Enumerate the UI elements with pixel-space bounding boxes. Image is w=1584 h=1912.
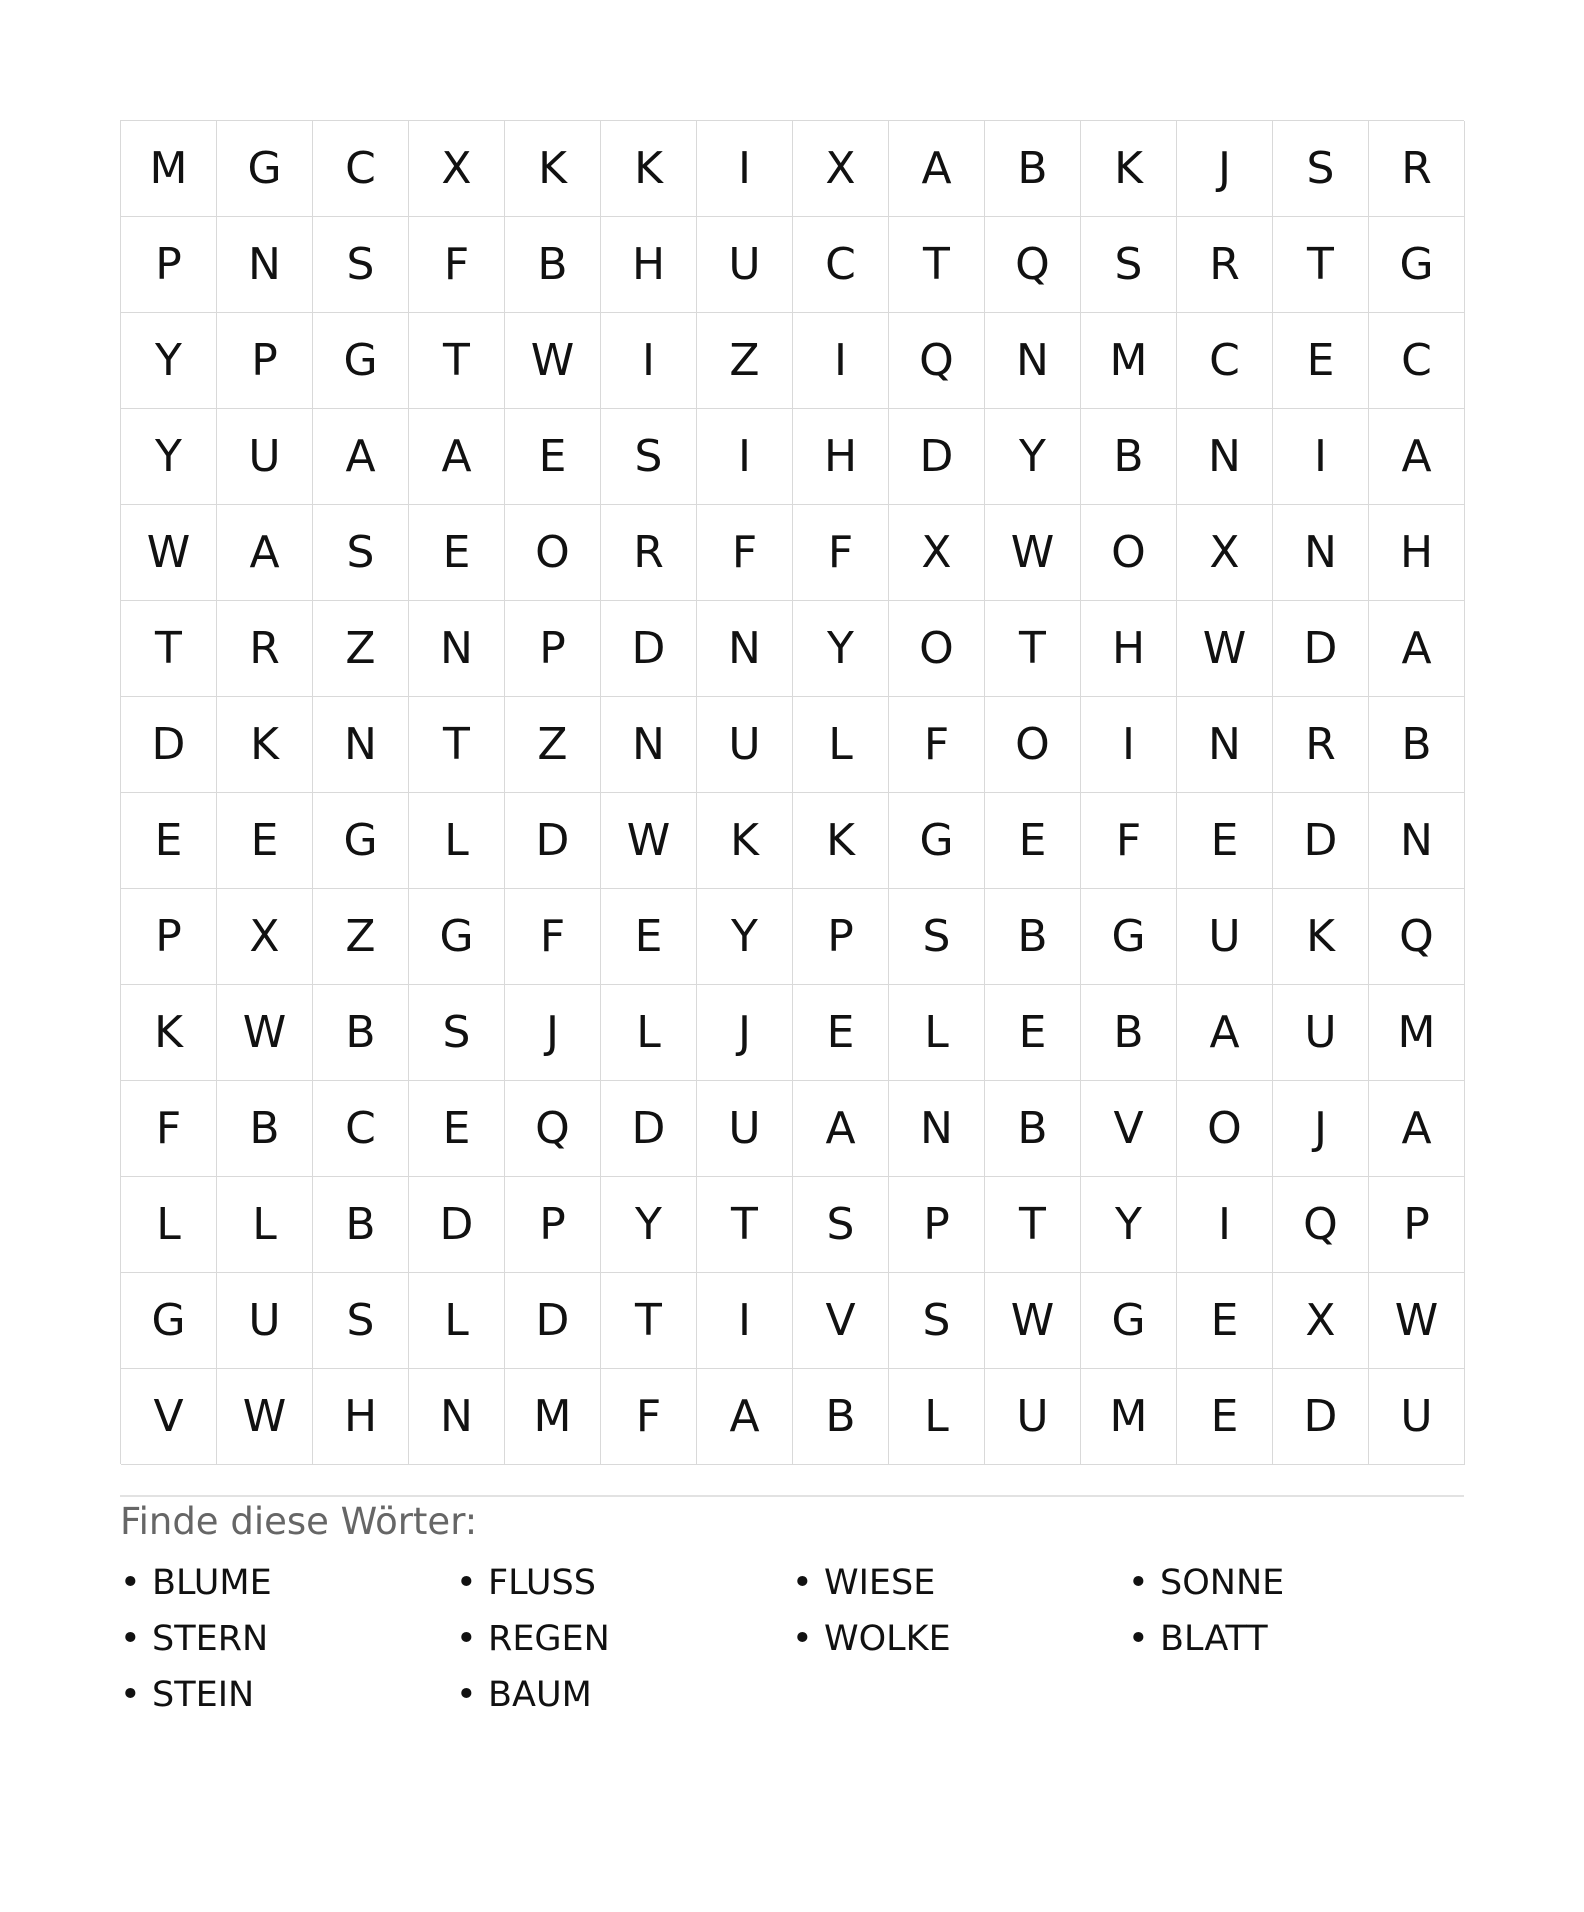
grid-cell[interactable]: X xyxy=(217,889,313,985)
grid-cell[interactable]: E xyxy=(1273,313,1369,409)
grid-cell[interactable]: B xyxy=(985,121,1081,217)
grid-cell[interactable]: Q xyxy=(985,217,1081,313)
grid-cell[interactable]: T xyxy=(121,601,217,697)
grid-cell[interactable]: L xyxy=(601,985,697,1081)
grid-cell[interactable]: Y xyxy=(121,313,217,409)
grid-cell[interactable]: X xyxy=(1273,1273,1369,1369)
grid-cell[interactable]: S xyxy=(793,1177,889,1273)
grid-cell[interactable]: T xyxy=(1273,217,1369,313)
grid-cell[interactable]: Y xyxy=(985,409,1081,505)
grid-cell[interactable]: B xyxy=(505,217,601,313)
bullet-icon: • xyxy=(1128,1563,1149,1603)
grid-cell[interactable]: G xyxy=(1081,889,1177,985)
grid-cell[interactable]: A xyxy=(409,409,505,505)
word-list-item xyxy=(456,1555,792,1611)
word-list-heading: Finde diese Wörter: xyxy=(120,1500,478,1543)
word-list-item xyxy=(456,1667,792,1723)
grid-cell[interactable]: R xyxy=(1273,697,1369,793)
grid-cell[interactable]: N xyxy=(601,697,697,793)
grid-cell[interactable]: T xyxy=(985,1177,1081,1273)
grid-cell[interactable]: H xyxy=(793,409,889,505)
grid-cell[interactable]: I xyxy=(601,313,697,409)
grid-cell[interactable]: N xyxy=(1369,793,1465,889)
word-label: WIESE xyxy=(824,1563,936,1603)
grid-cell[interactable]: R xyxy=(601,505,697,601)
grid-cell[interactable]: R xyxy=(1177,217,1273,313)
grid-cell[interactable]: N xyxy=(313,697,409,793)
bullet-icon: • xyxy=(1128,1619,1149,1659)
grid-cell[interactable]: T xyxy=(409,313,505,409)
grid-cell[interactable]: Q xyxy=(1369,889,1465,985)
grid-cell[interactable]: A xyxy=(889,121,985,217)
grid-cell[interactable]: T xyxy=(601,1273,697,1369)
grid-cell[interactable]: D xyxy=(1273,1369,1369,1465)
grid-cell[interactable]: N xyxy=(409,1369,505,1465)
grid-cell[interactable]: B xyxy=(1369,697,1465,793)
grid-cell[interactable]: B xyxy=(985,1081,1081,1177)
grid-cell[interactable]: F xyxy=(121,1081,217,1177)
grid-cell[interactable]: E xyxy=(409,1081,505,1177)
grid-cell[interactable]: F xyxy=(409,217,505,313)
bullet-icon: • xyxy=(792,1563,813,1603)
word-list-item xyxy=(120,1667,456,1723)
bullet-icon: • xyxy=(120,1563,141,1603)
grid-cell[interactable]: G xyxy=(313,313,409,409)
grid-cell[interactable]: T xyxy=(409,697,505,793)
grid-cell[interactable]: D xyxy=(601,601,697,697)
word-list-item xyxy=(120,1555,456,1611)
word-label: BAUM xyxy=(488,1675,592,1715)
grid-cell[interactable]: P xyxy=(121,889,217,985)
divider xyxy=(120,1495,1464,1497)
grid-cell[interactable]: D xyxy=(601,1081,697,1177)
grid-cell[interactable]: Y xyxy=(1081,1177,1177,1273)
grid-cell[interactable]: M xyxy=(1369,985,1465,1081)
grid-cell[interactable]: J xyxy=(1273,1081,1369,1177)
grid-cell[interactable]: O xyxy=(889,601,985,697)
grid-cell[interactable]: W xyxy=(985,1273,1081,1369)
grid-cell[interactable]: P xyxy=(505,1177,601,1273)
grid-cell[interactable]: L xyxy=(409,793,505,889)
grid-cell[interactable]: B xyxy=(313,985,409,1081)
grid-cell[interactable]: P xyxy=(121,217,217,313)
grid-cell[interactable]: C xyxy=(1369,313,1465,409)
grid-cell[interactable]: W xyxy=(217,1369,313,1465)
grid-cell[interactable]: Z xyxy=(313,601,409,697)
grid-cell[interactable]: P xyxy=(793,889,889,985)
grid-cell[interactable]: O xyxy=(1081,505,1177,601)
grid-cell[interactable]: R xyxy=(1369,121,1465,217)
grid-cell[interactable]: B xyxy=(793,1369,889,1465)
grid-cell[interactable]: Y xyxy=(793,601,889,697)
grid-cell[interactable]: P xyxy=(217,313,313,409)
grid-cell[interactable]: Q xyxy=(889,313,985,409)
word-list-item xyxy=(120,1611,456,1667)
grid-cell[interactable]: N xyxy=(1273,505,1369,601)
grid-cell[interactable]: S xyxy=(313,1273,409,1369)
grid-cell[interactable]: V xyxy=(1081,1081,1177,1177)
bullet-icon: • xyxy=(120,1675,141,1715)
grid-cell[interactable]: U xyxy=(1369,1369,1465,1465)
grid-cell[interactable]: U xyxy=(217,409,313,505)
grid-cell[interactable]: E xyxy=(121,793,217,889)
grid-cell[interactable]: A xyxy=(313,409,409,505)
grid-cell[interactable]: Z xyxy=(313,889,409,985)
grid-cell[interactable]: S xyxy=(1273,121,1369,217)
grid-cell[interactable]: A xyxy=(1369,409,1465,505)
grid-cell[interactable]: E xyxy=(985,985,1081,1081)
grid-cell[interactable]: Z xyxy=(697,313,793,409)
grid-cell[interactable]: N xyxy=(985,313,1081,409)
word-list-item xyxy=(792,1555,1128,1611)
grid-cell[interactable]: S xyxy=(313,217,409,313)
grid-cell[interactable]: D xyxy=(1273,793,1369,889)
grid-cell[interactable]: D xyxy=(409,1177,505,1273)
grid-cell[interactable]: L xyxy=(121,1177,217,1273)
grid-cell[interactable]: W xyxy=(217,985,313,1081)
grid-cell[interactable]: Y xyxy=(697,889,793,985)
grid-cell[interactable]: J xyxy=(697,985,793,1081)
grid-cell[interactable]: F xyxy=(697,505,793,601)
grid-cell[interactable]: L xyxy=(889,1369,985,1465)
grid-cell[interactable]: K xyxy=(505,121,601,217)
grid-cell[interactable]: S xyxy=(1081,217,1177,313)
grid-cell[interactable]: U xyxy=(1273,985,1369,1081)
grid-cell[interactable]: W xyxy=(1369,1273,1465,1369)
grid-cell[interactable]: N xyxy=(217,217,313,313)
grid-cell[interactable]: X xyxy=(1177,505,1273,601)
bullet-icon: • xyxy=(792,1619,813,1659)
grid-cell[interactable]: S xyxy=(409,985,505,1081)
grid-cell[interactable]: Y xyxy=(601,1177,697,1273)
grid-cell[interactable]: D xyxy=(505,793,601,889)
grid-cell[interactable]: U xyxy=(697,1081,793,1177)
grid-cell[interactable]: F xyxy=(601,1369,697,1465)
grid-cell[interactable]: W xyxy=(505,313,601,409)
grid-cell[interactable]: A xyxy=(1177,985,1273,1081)
grid-cell[interactable]: G xyxy=(313,793,409,889)
grid-cell[interactable]: V xyxy=(121,1369,217,1465)
grid-cell[interactable]: N xyxy=(409,601,505,697)
grid-cell[interactable]: S xyxy=(313,505,409,601)
grid-cell[interactable]: K xyxy=(1081,121,1177,217)
grid-cell[interactable]: R xyxy=(217,601,313,697)
grid-cell[interactable]: D xyxy=(505,1273,601,1369)
grid-cell[interactable]: G xyxy=(409,889,505,985)
grid-cell[interactable]: L xyxy=(793,697,889,793)
grid-cell[interactable]: N xyxy=(1177,697,1273,793)
grid-cell[interactable]: A xyxy=(1369,1081,1465,1177)
grid-cell[interactable]: L xyxy=(889,985,985,1081)
grid-cell[interactable]: U xyxy=(985,1369,1081,1465)
grid-cell[interactable]: D xyxy=(889,409,985,505)
grid-cell[interactable]: E xyxy=(409,505,505,601)
bullet-icon: • xyxy=(456,1563,477,1603)
grid-cell[interactable]: Q xyxy=(505,1081,601,1177)
grid-cell[interactable]: A xyxy=(217,505,313,601)
word-list-item xyxy=(792,1611,1128,1667)
bullet-icon: • xyxy=(456,1619,477,1659)
grid-cell[interactable]: I xyxy=(697,409,793,505)
grid-cell[interactable]: F xyxy=(889,697,985,793)
grid-cell[interactable]: G xyxy=(217,121,313,217)
grid-cell[interactable]: Q xyxy=(1273,1177,1369,1273)
grid-cell[interactable]: T xyxy=(985,601,1081,697)
word-label: FLUSS xyxy=(488,1563,596,1603)
grid-cell[interactable]: F xyxy=(793,505,889,601)
grid-cell[interactable]: H xyxy=(313,1369,409,1465)
grid-cell[interactable]: E xyxy=(985,793,1081,889)
grid-cell[interactable]: S xyxy=(889,1273,985,1369)
grid-cell[interactable]: K xyxy=(217,697,313,793)
grid-cell[interactable]: Z xyxy=(505,697,601,793)
grid-cell[interactable]: F xyxy=(1081,793,1177,889)
grid-cell[interactable]: I xyxy=(697,121,793,217)
grid-cell[interactable]: B xyxy=(217,1081,313,1177)
word-label: WOLKE xyxy=(824,1619,951,1659)
grid-cell[interactable]: M xyxy=(505,1369,601,1465)
grid-cell[interactable]: E xyxy=(1177,1369,1273,1465)
grid-cell[interactable]: E xyxy=(1177,793,1273,889)
grid-cell[interactable]: L xyxy=(217,1177,313,1273)
grid-cell[interactable]: U xyxy=(1177,889,1273,985)
grid-cell[interactable]: E xyxy=(793,985,889,1081)
grid-cell[interactable]: K xyxy=(121,985,217,1081)
grid-cell[interactable]: C xyxy=(1177,313,1273,409)
word-list-item xyxy=(456,1611,792,1667)
word-label: BLUME xyxy=(152,1563,272,1603)
grid-cell[interactable]: F xyxy=(505,889,601,985)
word-label: SONNE xyxy=(1160,1563,1285,1603)
grid-cell[interactable]: I xyxy=(1081,697,1177,793)
grid-cell[interactable]: I xyxy=(1273,409,1369,505)
grid-cell[interactable]: K xyxy=(697,793,793,889)
grid-cell[interactable]: G xyxy=(1081,1273,1177,1369)
grid-cell[interactable]: T xyxy=(697,1177,793,1273)
grid-cell[interactable]: X xyxy=(889,505,985,601)
grid-cell[interactable]: G xyxy=(1369,217,1465,313)
grid-cell[interactable]: N xyxy=(697,601,793,697)
grid-cell[interactable]: H xyxy=(1369,505,1465,601)
grid-cell[interactable]: H xyxy=(1081,601,1177,697)
grid-cell[interactable]: J xyxy=(1177,121,1273,217)
grid-cell[interactable]: B xyxy=(1081,409,1177,505)
grid-cell[interactable]: G xyxy=(121,1273,217,1369)
grid-cell[interactable]: N xyxy=(1177,409,1273,505)
grid-cell[interactable]: N xyxy=(889,1081,985,1177)
grid-cell[interactable]: L xyxy=(409,1273,505,1369)
grid-cell[interactable]: K xyxy=(793,793,889,889)
grid-cell[interactable]: A xyxy=(697,1369,793,1465)
grid-cell[interactable]: M xyxy=(1081,313,1177,409)
grid-cell[interactable]: A xyxy=(793,1081,889,1177)
grid-cell[interactable]: G xyxy=(889,793,985,889)
grid-cell[interactable]: D xyxy=(121,697,217,793)
grid-cell[interactable]: J xyxy=(505,985,601,1081)
grid-cell[interactable]: E xyxy=(217,793,313,889)
grid-cell[interactable]: S xyxy=(601,409,697,505)
letter-grid xyxy=(120,120,1464,1464)
grid-cell[interactable]: W xyxy=(1177,601,1273,697)
grid-cell[interactable]: U xyxy=(697,217,793,313)
grid-cell[interactable]: W xyxy=(121,505,217,601)
grid-cell[interactable]: A xyxy=(1369,601,1465,697)
bullet-icon: • xyxy=(120,1619,141,1659)
grid-cell[interactable]: B xyxy=(1081,985,1177,1081)
word-label: STERN xyxy=(152,1619,269,1659)
grid-cell[interactable]: W xyxy=(985,505,1081,601)
grid-cell[interactable]: I xyxy=(793,313,889,409)
word-list-item xyxy=(1128,1555,1464,1611)
grid-cell[interactable]: B xyxy=(985,889,1081,985)
grid-cell[interactable]: X xyxy=(409,121,505,217)
grid-cell[interactable]: H xyxy=(601,217,697,313)
grid-cell[interactable]: M xyxy=(1081,1369,1177,1465)
grid-cell[interactable]: I xyxy=(697,1273,793,1369)
grid-cell[interactable]: B xyxy=(313,1177,409,1273)
word-label: BLATT xyxy=(1160,1619,1268,1659)
grid-cell[interactable]: O xyxy=(505,505,601,601)
grid-cell[interactable]: P xyxy=(505,601,601,697)
grid-cell[interactable]: Y xyxy=(121,409,217,505)
word-label: STEIN xyxy=(152,1675,255,1715)
word-label: REGEN xyxy=(488,1619,610,1659)
grid-cell[interactable]: P xyxy=(1369,1177,1465,1273)
grid-cell[interactable]: S xyxy=(889,889,985,985)
word-list-item xyxy=(1128,1611,1464,1667)
grid-cell[interactable]: I xyxy=(1177,1177,1273,1273)
grid-cell[interactable]: U xyxy=(217,1273,313,1369)
word-list xyxy=(120,1555,1464,1723)
grid-cell[interactable]: D xyxy=(1273,601,1369,697)
grid-cell[interactable]: P xyxy=(889,1177,985,1273)
grid-cell[interactable]: C xyxy=(313,1081,409,1177)
grid-cell[interactable]: T xyxy=(889,217,985,313)
grid-cell[interactable]: E xyxy=(601,889,697,985)
grid-cell[interactable]: X xyxy=(793,121,889,217)
grid-cell[interactable]: K xyxy=(1273,889,1369,985)
grid-cell[interactable]: O xyxy=(1177,1081,1273,1177)
grid-cell[interactable]: O xyxy=(985,697,1081,793)
grid-cell[interactable]: C xyxy=(313,121,409,217)
grid-cell[interactable]: E xyxy=(505,409,601,505)
grid-cell[interactable]: W xyxy=(601,793,697,889)
grid-cell[interactable]: V xyxy=(793,1273,889,1369)
grid-cell[interactable]: E xyxy=(1177,1273,1273,1369)
grid-cell[interactable]: C xyxy=(793,217,889,313)
bullet-icon: • xyxy=(456,1675,477,1715)
grid-cell[interactable]: M xyxy=(121,121,217,217)
grid-cell[interactable]: K xyxy=(601,121,697,217)
grid-cell[interactable]: U xyxy=(697,697,793,793)
